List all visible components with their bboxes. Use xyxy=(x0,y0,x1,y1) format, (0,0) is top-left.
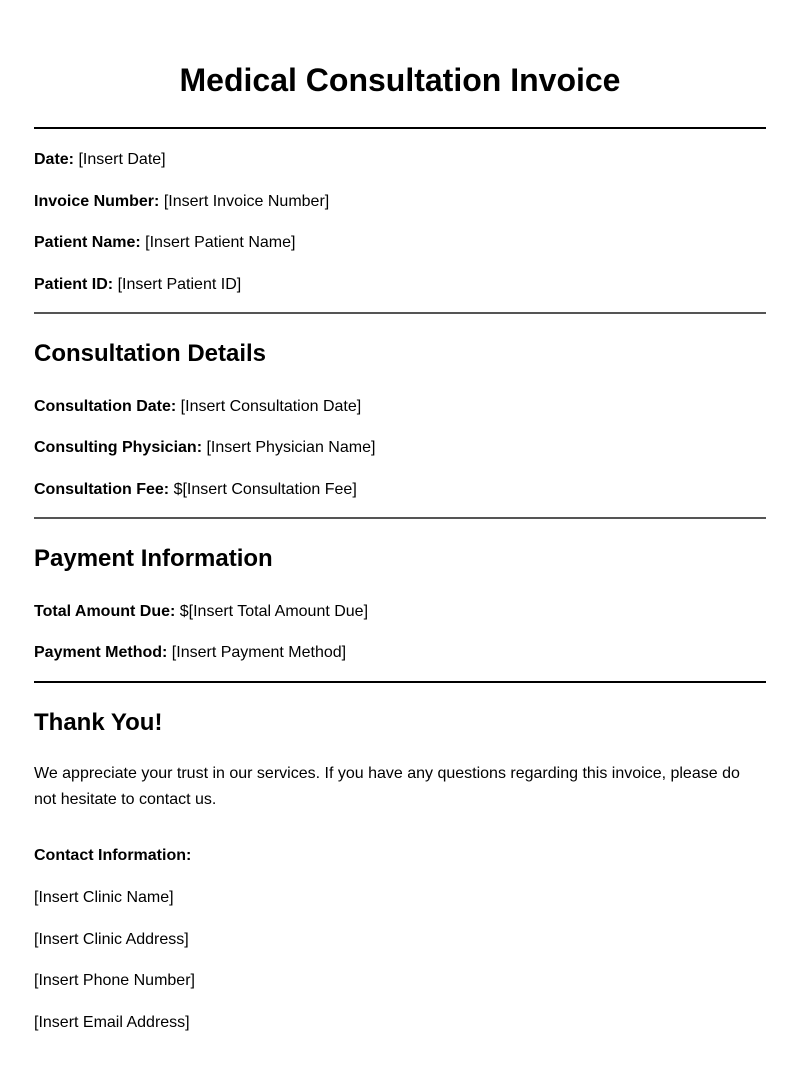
patient-name-field xyxy=(34,233,295,253)
total-amount-field xyxy=(34,602,368,622)
payment-method-value: [Insert Payment Method] xyxy=(171,644,347,661)
thank-you-message: We appreciate your trust in our services. If you have any questions regarding this invoice, please do not hesitate to contact us. xyxy=(34,765,740,808)
consultation-date-label: Consultation Date: xyxy=(34,398,177,415)
date-value: [Insert Date] xyxy=(78,151,166,168)
invoice-number-field xyxy=(34,192,329,212)
thank-you-heading: Thank You! xyxy=(34,709,163,736)
phone-number-line: [Insert Phone Number] xyxy=(34,972,195,989)
email-address-line: [Insert Email Address] xyxy=(34,1014,190,1031)
invoice-number-label: Invoice Number: xyxy=(34,193,160,210)
physician-field xyxy=(34,438,375,458)
consultation-fee-value: $[Insert Consultation Fee] xyxy=(173,481,357,498)
consultation-heading: Consultation Details xyxy=(34,340,267,367)
physician-value: [Insert Physician Name] xyxy=(206,439,376,456)
patient-name-value: [Insert Patient Name] xyxy=(145,234,296,251)
payment-method-label: Payment Method: xyxy=(34,644,168,661)
consultation-fee-label: Consultation Fee: xyxy=(34,481,170,498)
contact-info-label: Contact Information: xyxy=(34,847,192,864)
section-divider xyxy=(34,517,766,519)
patient-id-field xyxy=(34,275,241,295)
total-amount-value: $[Insert Total Amount Due] xyxy=(179,603,369,620)
patient-id-label: Patient ID: xyxy=(34,276,114,293)
physician-label: Consulting Physician: xyxy=(34,439,203,456)
payment-method-field xyxy=(34,643,346,663)
consultation-fee-field xyxy=(34,480,357,500)
section-divider xyxy=(34,312,766,314)
clinic-address-line: [Insert Clinic Address] xyxy=(34,931,189,948)
page-title: Medical Consultation Invoice xyxy=(179,62,621,98)
total-amount-label: Total Amount Due: xyxy=(34,603,176,620)
consultation-date-field xyxy=(34,397,361,417)
consultation-date-value: [Insert Consultation Date] xyxy=(180,398,362,415)
contact-info-heading xyxy=(34,846,191,866)
date-label: Date: xyxy=(34,151,75,168)
section-divider xyxy=(34,681,766,683)
title-divider xyxy=(34,127,766,129)
date-field xyxy=(34,150,166,170)
patient-id-value: [Insert Patient ID] xyxy=(117,276,242,293)
invoice-number-value: [Insert Invoice Number] xyxy=(163,193,330,210)
clinic-name-line: [Insert Clinic Name] xyxy=(34,889,174,906)
payment-heading: Payment Information xyxy=(34,545,273,572)
patient-name-label: Patient Name: xyxy=(34,234,141,251)
